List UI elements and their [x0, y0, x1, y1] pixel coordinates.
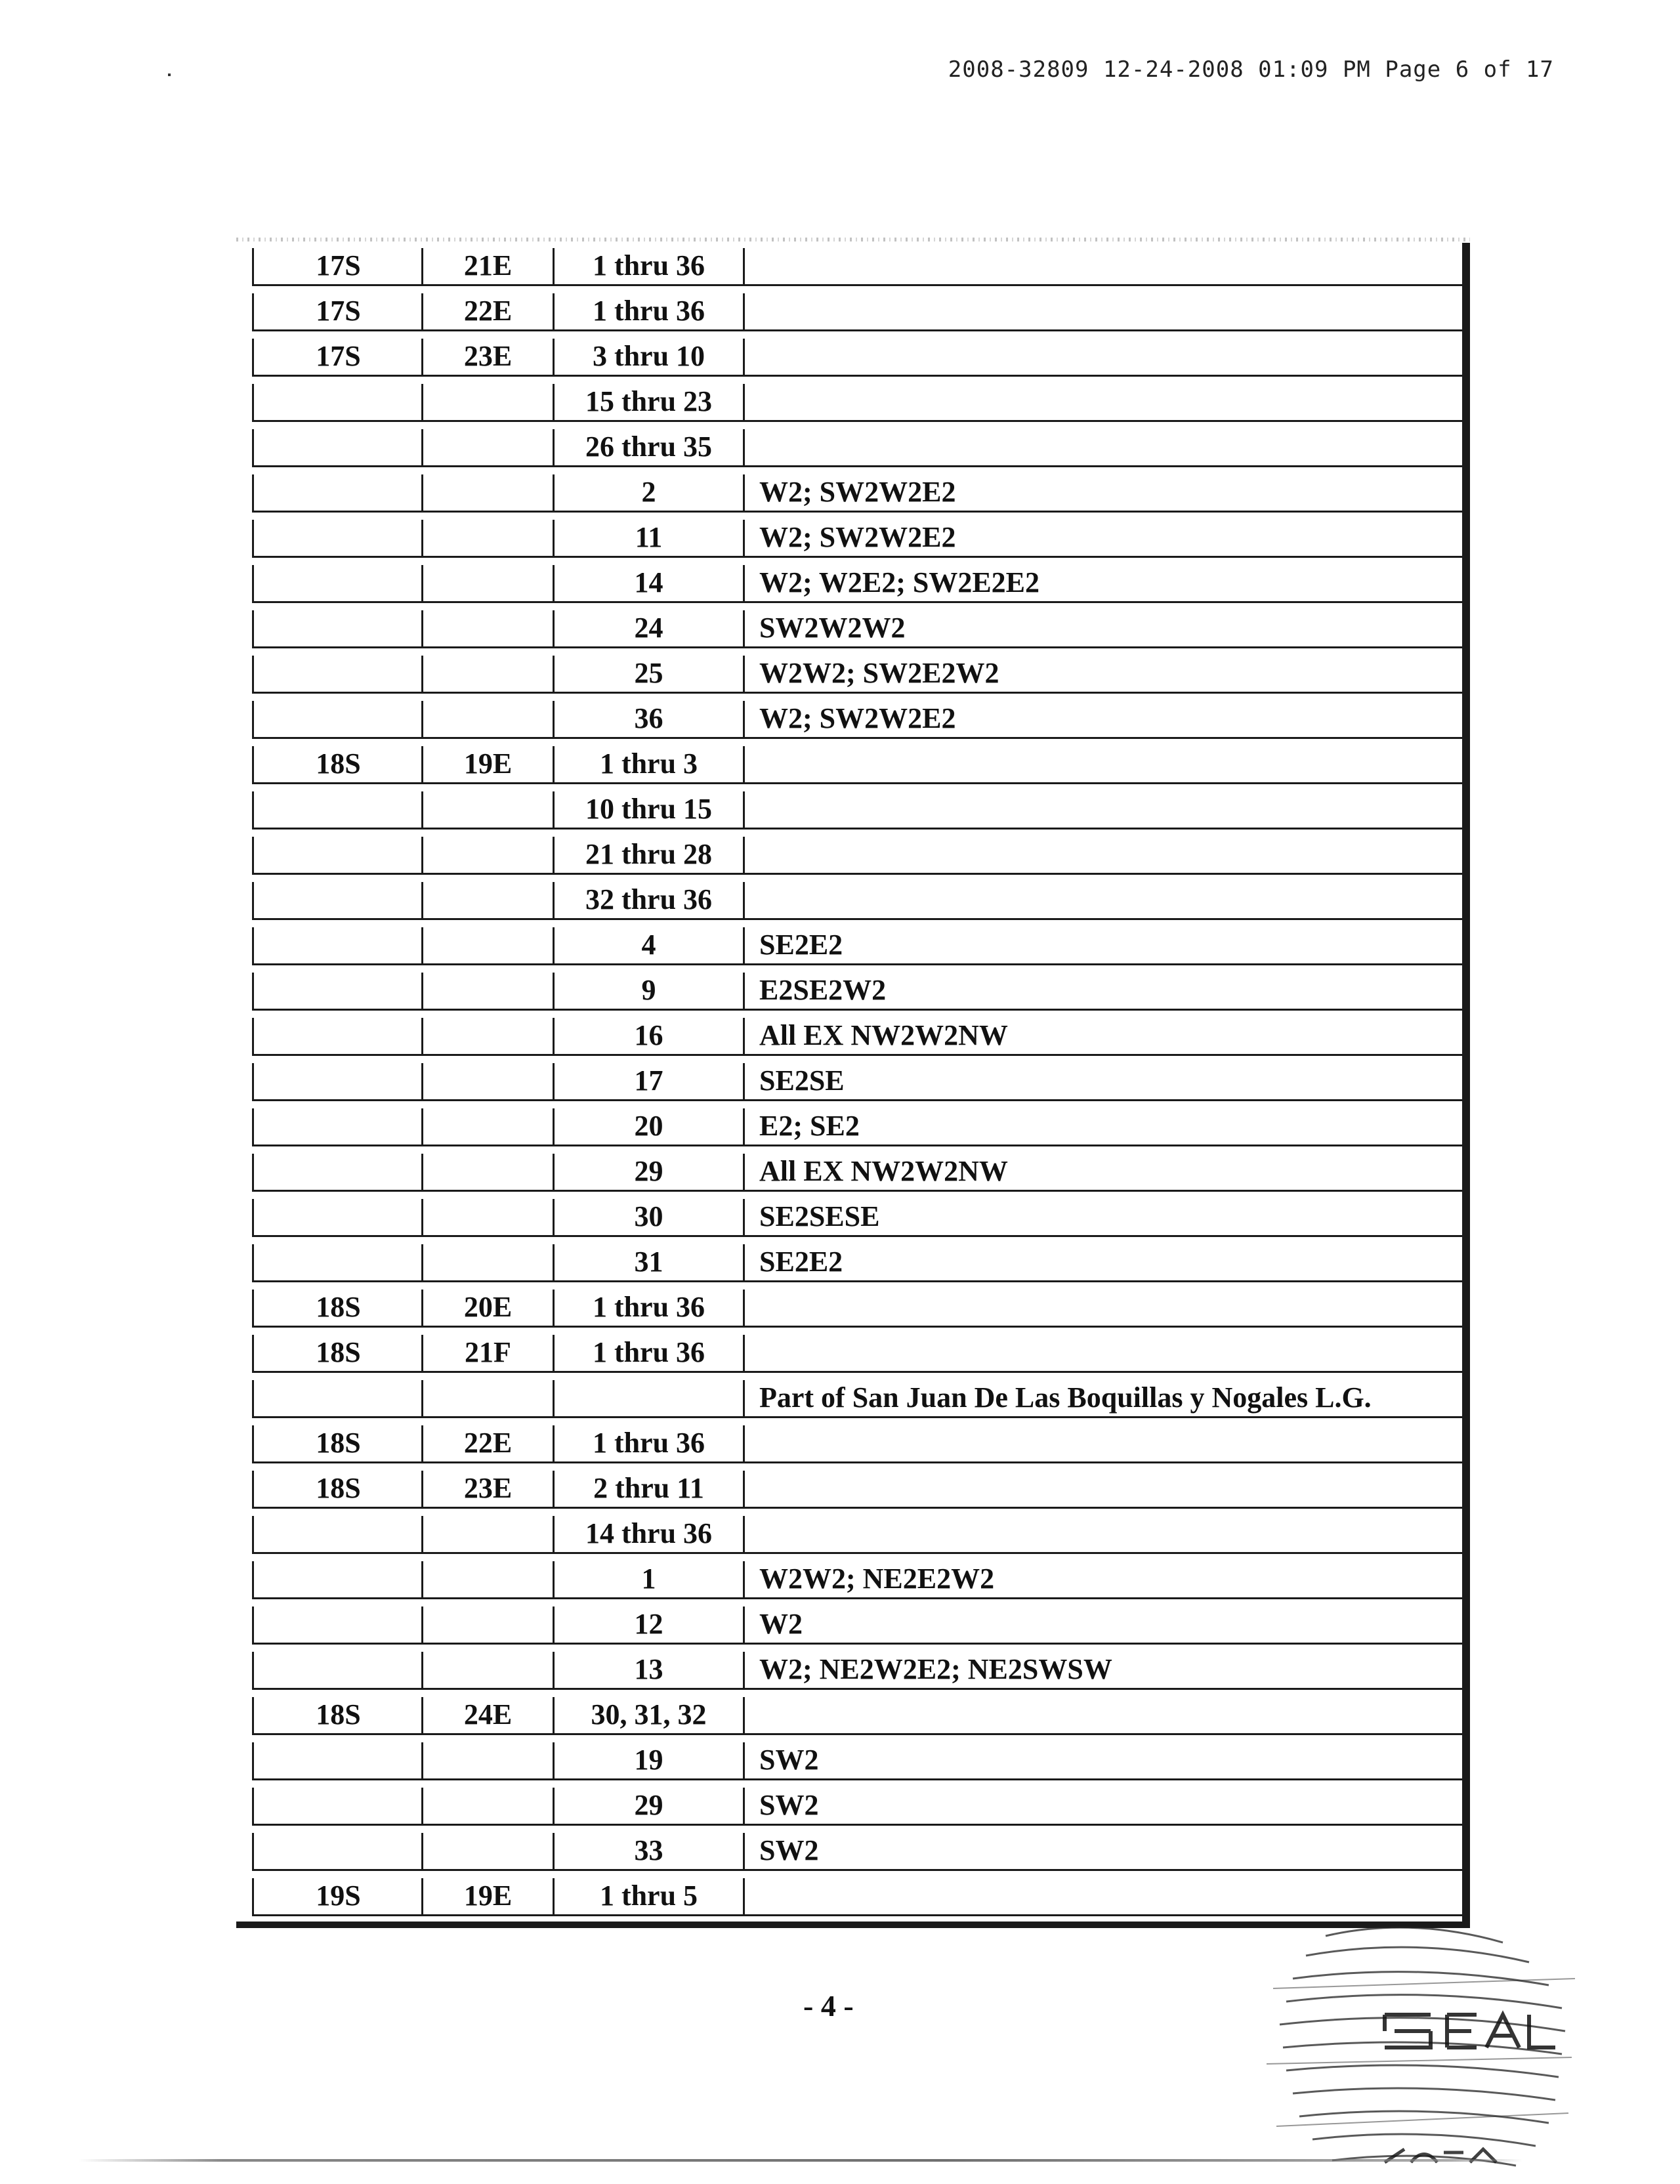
section-cell: 10 thru 15: [553, 791, 743, 830]
section-cell: 9: [553, 973, 743, 1011]
description-cell: SE2SESE: [743, 1199, 1462, 1237]
description-cell: W2; NE2W2E2; NE2SWSW: [743, 1652, 1462, 1690]
township-cell: 18S: [252, 1290, 423, 1328]
seal-stamp: [1267, 1916, 1575, 2179]
description-cell: W2; SW2W2E2: [743, 701, 1462, 739]
range-cell: [421, 429, 553, 467]
range-cell: [421, 1788, 553, 1826]
section-cell: 17: [553, 1063, 743, 1101]
table-row: [236, 831, 1462, 877]
section-cell: 14: [553, 565, 743, 603]
table-row: [236, 1465, 1462, 1511]
township-cell: [252, 1018, 423, 1056]
section-cell: 1 thru 36: [553, 293, 743, 331]
section-cell: 1 thru 36: [553, 1335, 743, 1373]
description-cell: W2; W2E2; SW2E2E2: [743, 565, 1462, 603]
township-cell: [252, 1063, 423, 1101]
section-cell: 30: [553, 1199, 743, 1237]
section-cell: 1 thru 36: [553, 248, 743, 286]
table-row: [236, 1556, 1462, 1601]
section-cell: 1 thru 3: [553, 746, 743, 784]
section-cell: 21 thru 28: [553, 837, 743, 875]
township-cell: [252, 1154, 423, 1192]
section-cell: 1 thru 36: [553, 1425, 743, 1463]
range-cell: [421, 1516, 553, 1554]
range-cell: [421, 1154, 553, 1192]
description-cell: SW2: [743, 1788, 1462, 1826]
description-cell: [743, 384, 1462, 422]
township-cell: 18S: [252, 1425, 423, 1463]
section-cell: 26 thru 35: [553, 429, 743, 467]
description-cell: [743, 1516, 1462, 1554]
table-row: [236, 1692, 1462, 1737]
range-cell: [421, 791, 553, 830]
description-cell: SW2: [743, 1742, 1462, 1780]
township-cell: [252, 1742, 423, 1780]
township-cell: [252, 384, 423, 422]
table-row: [236, 605, 1462, 650]
range-cell: [421, 565, 553, 603]
range-cell: 23E: [421, 1471, 553, 1509]
description-cell: SE2E2: [743, 1244, 1462, 1282]
section-cell: 1 thru 36: [553, 1290, 743, 1328]
description-cell: SE2E2: [743, 927, 1462, 965]
table-row: [236, 1782, 1462, 1828]
table-row: [236, 1737, 1462, 1782]
table-row: [236, 922, 1462, 967]
table-row: [236, 1511, 1462, 1556]
range-cell: [421, 1561, 553, 1599]
section-cell: 29: [553, 1154, 743, 1192]
township-cell: [252, 1108, 423, 1146]
range-cell: [421, 384, 553, 422]
table-row: [236, 1148, 1462, 1194]
range-cell: [421, 1199, 553, 1237]
section-cell: 25: [553, 656, 743, 694]
range-cell: [421, 1108, 553, 1146]
range-cell: 24E: [421, 1697, 553, 1735]
description-cell: [743, 882, 1462, 920]
table-row: [236, 1284, 1462, 1330]
township-cell: [252, 1561, 423, 1599]
section-cell: 24: [553, 610, 743, 648]
township-cell: [252, 1516, 423, 1554]
township-cell: [252, 701, 423, 739]
township-cell: 17S: [252, 248, 423, 286]
table-row: [236, 469, 1462, 514]
range-cell: [421, 1742, 553, 1780]
township-cell: [252, 610, 423, 648]
table-row: [236, 379, 1462, 424]
description-cell: [743, 837, 1462, 875]
township-cell: [252, 973, 423, 1011]
township-cell: [252, 1380, 423, 1418]
township-cell: [252, 1652, 423, 1690]
section-cell: 15 thru 23: [553, 384, 743, 422]
range-cell: [421, 1063, 553, 1101]
table-row: [236, 877, 1462, 922]
scan-edge-line: [79, 2159, 1522, 2162]
township-cell: 19S: [252, 1878, 423, 1916]
description-cell: All EX NW2W2NW: [743, 1154, 1462, 1192]
description-cell: W2W2; NE2E2W2: [743, 1561, 1462, 1599]
table-row: [236, 288, 1462, 333]
township-cell: 18S: [252, 1471, 423, 1509]
description-cell: [743, 339, 1462, 377]
table-row: [236, 1058, 1462, 1103]
section-cell: 2 thru 11: [553, 1471, 743, 1509]
township-cell: [252, 1606, 423, 1645]
section-cell: 36: [553, 701, 743, 739]
township-cell: [252, 474, 423, 513]
township-cell: 18S: [252, 1697, 423, 1735]
table-row: [236, 786, 1462, 831]
township-cell: [252, 1833, 423, 1871]
township-cell: [252, 791, 423, 830]
table-top-scan-noise: [236, 238, 1470, 242]
range-cell: 19E: [421, 746, 553, 784]
table-row: [236, 1828, 1462, 1873]
range-cell: [421, 882, 553, 920]
range-cell: [421, 1652, 553, 1690]
township-cell: [252, 520, 423, 558]
table-row: [236, 1013, 1462, 1058]
range-cell: [421, 520, 553, 558]
township-cell: [252, 565, 423, 603]
section-cell: 16: [553, 1018, 743, 1056]
description-cell: [743, 1290, 1462, 1328]
section-cell: [553, 1380, 743, 1418]
section-cell: 4: [553, 927, 743, 965]
range-cell: [421, 973, 553, 1011]
description-cell: SW2: [743, 1833, 1462, 1871]
range-cell: [421, 474, 553, 513]
range-cell: 19E: [421, 1878, 553, 1916]
description-cell: SE2SE: [743, 1063, 1462, 1101]
description-cell: E2; SE2: [743, 1108, 1462, 1146]
section-cell: 19: [553, 1742, 743, 1780]
table-row: [236, 1420, 1462, 1465]
section-cell: 1 thru 5: [553, 1878, 743, 1916]
table-row: [236, 333, 1462, 379]
description-cell: Part of San Juan De Las Boquillas y Nogales L.G.: [743, 1380, 1462, 1418]
section-cell: 3 thru 10: [553, 339, 743, 377]
range-cell: [421, 1833, 553, 1871]
section-cell: 2: [553, 474, 743, 513]
description-cell: [743, 1335, 1462, 1373]
township-cell: [252, 429, 423, 467]
description-cell: W2W2; SW2E2W2: [743, 656, 1462, 694]
table-row: [236, 1103, 1462, 1148]
township-cell: [252, 1788, 423, 1826]
section-cell: 32 thru 36: [553, 882, 743, 920]
land-description-table: [236, 243, 1470, 1928]
fax-header-stamp: 2008-32809 12-24-2008 01:09 PM Page 6 of 17: [948, 56, 1554, 83]
section-cell: 12: [553, 1606, 743, 1645]
township-cell: 17S: [252, 339, 423, 377]
description-cell: [743, 248, 1462, 286]
range-cell: [421, 927, 553, 965]
description-cell: [743, 1878, 1462, 1916]
section-cell: 13: [553, 1652, 743, 1690]
range-cell: 21E: [421, 248, 553, 286]
table-row: [236, 514, 1462, 560]
range-cell: 22E: [421, 293, 553, 331]
description-cell: SW2W2W2: [743, 610, 1462, 648]
township-cell: [252, 1244, 423, 1282]
table-row: [236, 1601, 1462, 1647]
township-cell: [252, 837, 423, 875]
description-cell: [743, 429, 1462, 467]
range-cell: [421, 701, 553, 739]
description-cell: [743, 746, 1462, 784]
description-cell: [743, 1697, 1462, 1735]
table-row: [236, 1330, 1462, 1375]
table-row: [236, 967, 1462, 1013]
range-cell: [421, 1380, 553, 1418]
range-cell: 21F: [421, 1335, 553, 1373]
township-cell: 17S: [252, 293, 423, 331]
table-row: [236, 741, 1462, 786]
description-cell: W2; SW2W2E2: [743, 520, 1462, 558]
description-cell: [743, 791, 1462, 830]
table-row: [236, 243, 1462, 288]
range-cell: 23E: [421, 339, 553, 377]
section-cell: 1: [553, 1561, 743, 1599]
section-cell: 11: [553, 520, 743, 558]
scan-speck: [168, 74, 171, 76]
description-cell: All EX NW2W2NW: [743, 1018, 1462, 1056]
township-cell: 18S: [252, 746, 423, 784]
description-cell: [743, 1471, 1462, 1509]
table-row: [236, 560, 1462, 605]
township-cell: [252, 927, 423, 965]
township-cell: [252, 882, 423, 920]
range-cell: [421, 656, 553, 694]
section-cell: 14 thru 36: [553, 1516, 743, 1554]
range-cell: 22E: [421, 1425, 553, 1463]
township-cell: [252, 656, 423, 694]
table-row: [236, 696, 1462, 741]
description-cell: W2: [743, 1606, 1462, 1645]
table-row: [236, 1873, 1462, 1918]
description-cell: [743, 293, 1462, 331]
table-row: [236, 424, 1462, 469]
table-row: [236, 1194, 1462, 1239]
range-cell: [421, 1018, 553, 1056]
range-cell: 20E: [421, 1290, 553, 1328]
description-cell: E2SE2W2: [743, 973, 1462, 1011]
section-cell: 30, 31, 32: [553, 1697, 743, 1735]
table-row: [236, 1375, 1462, 1420]
page-number: - 4 -: [803, 1989, 854, 2023]
range-cell: [421, 610, 553, 648]
range-cell: [421, 1606, 553, 1645]
range-cell: [421, 1244, 553, 1282]
table-row: [236, 1239, 1462, 1284]
section-cell: 31: [553, 1244, 743, 1282]
township-cell: 18S: [252, 1335, 423, 1373]
range-cell: [421, 837, 553, 875]
table-row: [236, 1647, 1462, 1692]
section-cell: 33: [553, 1833, 743, 1871]
section-cell: 20: [553, 1108, 743, 1146]
description-cell: W2; SW2W2E2: [743, 474, 1462, 513]
description-cell: [743, 1425, 1462, 1463]
table-row: [236, 650, 1462, 696]
township-cell: [252, 1199, 423, 1237]
section-cell: 29: [553, 1788, 743, 1826]
